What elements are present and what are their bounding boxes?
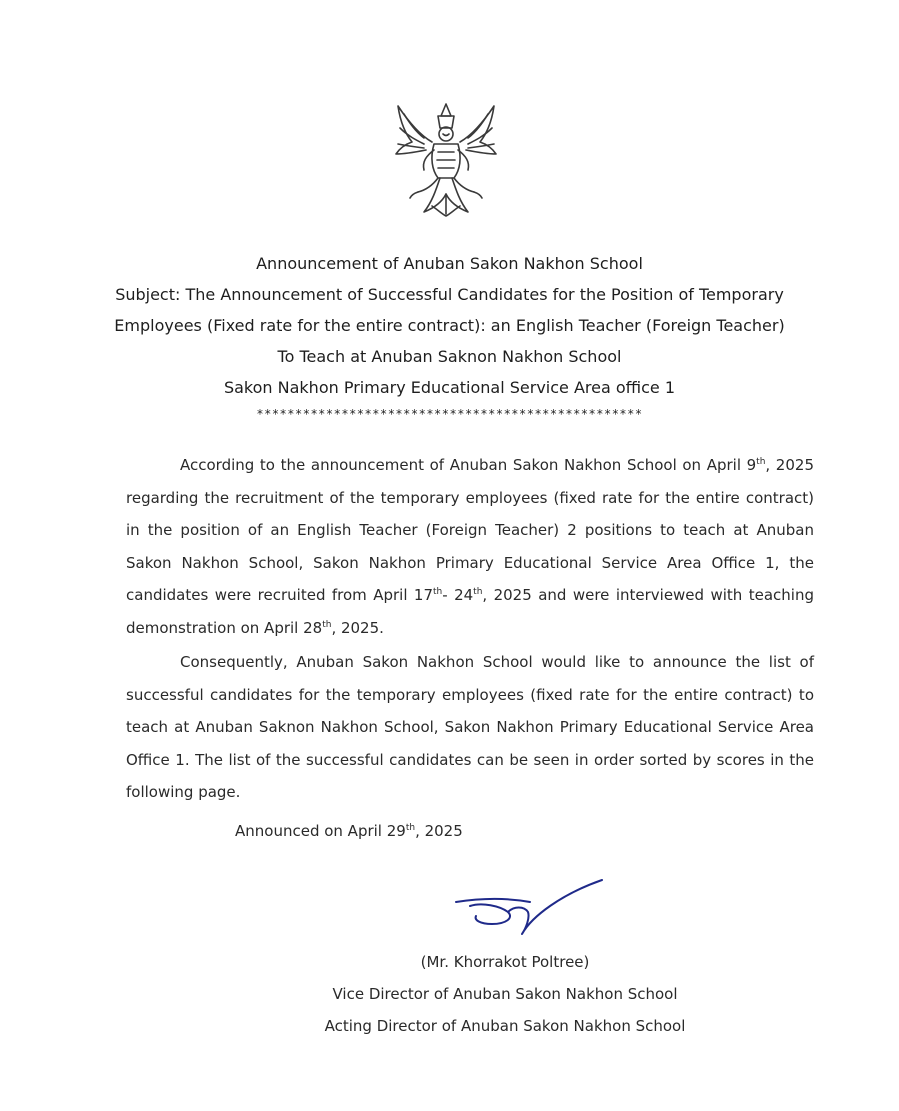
signer-block xyxy=(300,946,710,1042)
header-subject-line-1: Subject: The Announcement of Successful Candidates for the Position of Temporary xyxy=(115,285,784,304)
asterisk-divider: ************************************************** xyxy=(256,407,643,421)
header-subject-line-2: Employees (Fixed rate for the entire contract): an English Teacher (Foreign Teacher) xyxy=(114,316,785,335)
announcement-body xyxy=(126,449,814,809)
announced-date: Announced on April 29th, 2025 xyxy=(235,822,463,840)
paragraph-recruitment: According to the announcement of Anuban Sakon Nakhon School on April 9th, 2025 regarding the recruitment of the temporary employees (fixed rate for the entire contract) in the position of an English Teacher (Foreign Teacher) 2 positions to teach at Anuban Sakon Nakhon School, Sakon Nakhon Primary Educational Service Area Office 1, the candidates were recruited from April 17th- 24th, 2025 and were interviewed with teaching demonstration on April 28th, 2025. xyxy=(126,456,814,637)
header-subject-line-3: To Teach at Anuban Saknon Nakhon School xyxy=(277,347,622,366)
header-title: Announcement of Anuban Sakon Nakhon School xyxy=(256,254,643,273)
signer-title-acting-director: Acting Director of Anuban Sakon Nakhon School xyxy=(324,1017,686,1035)
handwritten-signature xyxy=(452,876,612,946)
signer-name: (Mr. Khorrakot Poltree) xyxy=(420,953,590,971)
paragraph-announcement: Consequently, Anuban Sakon Nakhon School would like to announce the list of successful candidates for the temporary employees (fixed rate for the entire contract) to teach at Anuban Saknon Nakhon School, Sakon Nakhon Primary Educational Service Area Office 1. The list of the successful candidates can be seen in order sorted by scores in the following page. xyxy=(126,653,814,801)
garuda-emblem-icon xyxy=(388,98,504,220)
announcement-header xyxy=(60,248,839,423)
signer-title-vice-director: Vice Director of Anuban Sakon Nakhon School xyxy=(332,985,678,1003)
header-subject-line-4: Sakon Nakhon Primary Educational Service Area office 1 xyxy=(223,378,676,397)
